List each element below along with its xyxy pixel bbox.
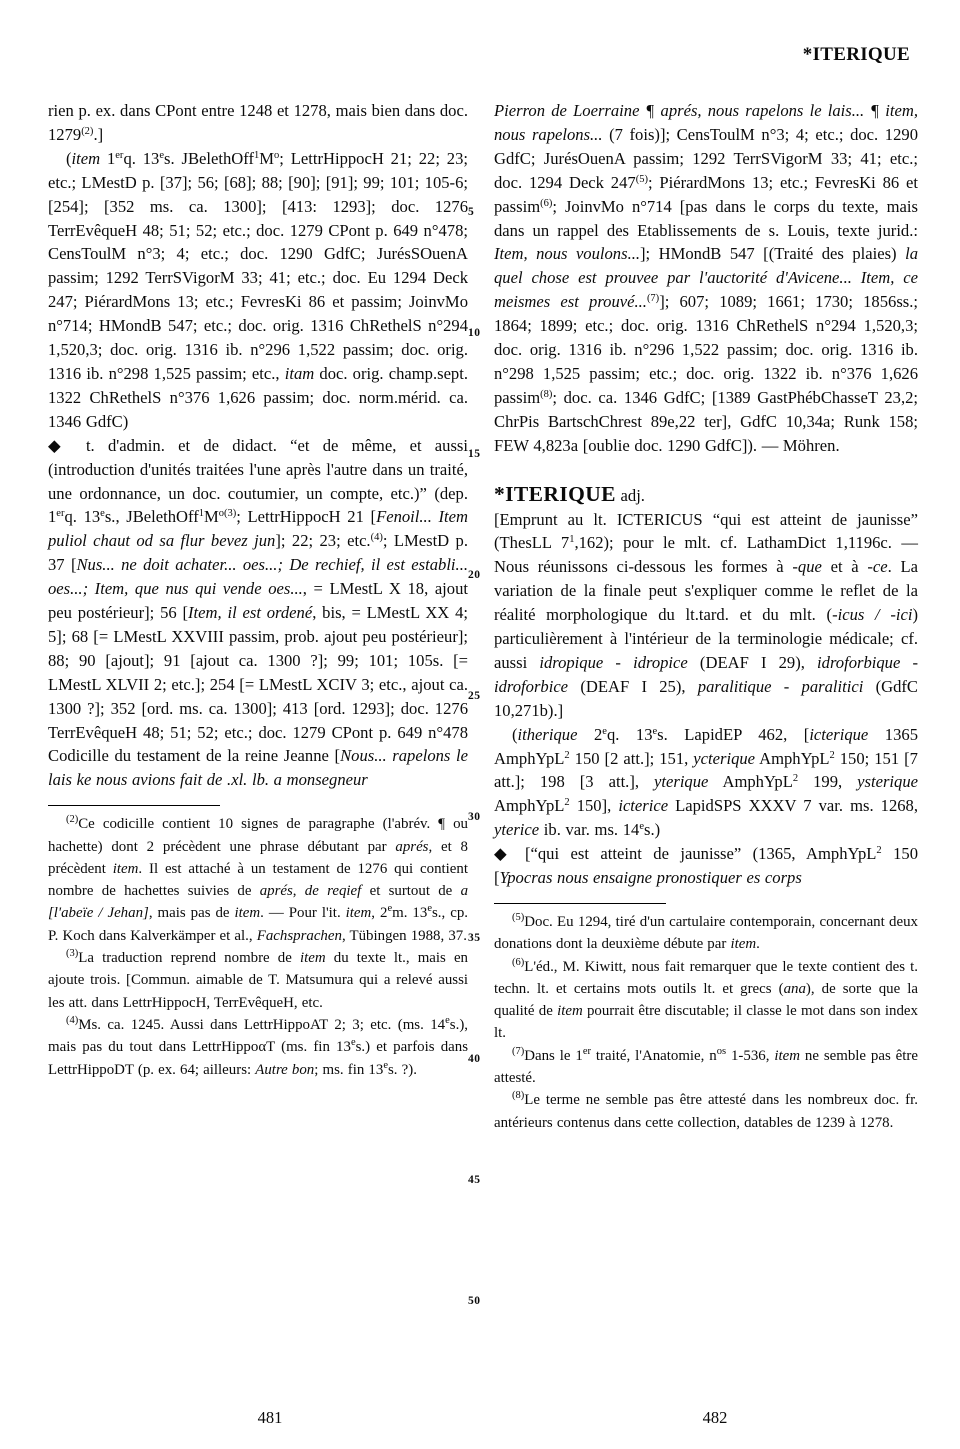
line-number: 10 bbox=[468, 327, 481, 339]
line-number: 30 bbox=[468, 811, 481, 823]
line-number: 35 bbox=[468, 932, 481, 944]
line-number: 45 bbox=[468, 1174, 481, 1186]
line-number: 40 bbox=[468, 1053, 481, 1065]
forms-paragraph: (itherique 2eq. 13es. LapidEP 462, [icterique 1365 AmphYpL$^2$ 150 [2 att.]; 151, ycterique AmphYpL$^2$ 150; 151 [7 att.]; 198 [3 att.], yterique AmphYpL$^2$ 199, ysterique AmphYpL$^2$ 150], icterice LapidSPS XXXV 7 var. ms. 1268, yterice ib. var. ms. 14es.) bbox=[494, 724, 918, 840]
footnote-3: $^{(3)}$La traduction reprend nombre de item du texte lt., mais en ajoute trois. [Commun. aimable de T. Matsumura qui a relevé aussi les att. dans LettrHippocH, TerrEvêqueH, etc. bbox=[48, 948, 468, 1011]
entry-continuation-text: Pierron de Loerraine ¶ aprés, nous rapelons le lais... ¶ item, nous rapelons... (7 fois)]; CensToulM n°3; 4; etc.; doc. 1290 GdfC; JurésOuenA passim; 1292 TerrSVigorM 33; 41; etc.; doc. 1294 Deck 247$^{(5)}$; PiérardMons 13; etc.; FevresKi 86 et passim$^{(6)}$; JoinvMo n°714 [pas dans le corps du texte, mais dans un rappel des Etablissements de s. Louis, texte jurid.: Item, nous voulons...]; HMondB 547 [(Traité des plaies) la quel chose est prouvee par l'auctorité d'Avicene... Item, ce meismes est prouvé...$^{(7)}$]; 607; 1089; 1661; 1730; 1856ss.; 1864; 1899; etc.; doc. orig. 1316 ChRethelS n°294 1,520,3; doc. orig. 1316 ib. n°296 1,522 passim; doc. orig. 1316 ib. n°298 1,525 passim; etc.; doc. orig. 1322 ib. n°376 1,626 passim$^{(8)}$; doc. ca. 1346 GdfC; [1389 GastPhébChasseT 23,2; ChrPis BartschChrest 89e,22 ter], GdfC 10,34a; Runk 158; FEW 4,823a [oublie doc. 1290 GdfC]). — Möhren. bbox=[494, 101, 918, 455]
line-number: 50 bbox=[468, 1295, 481, 1307]
right-column bbox=[494, 99, 918, 1134]
attestation-list: (item 1erq. 13es. $JBelethOff^1M^o$; LettrHippocH 21; 22; 23; etc.; LMestD p. [37]; 56; [68]; 88; [90]; [91]; 99; 101; 105-6; [254]; [352 ms. ca. 1300]; [413: 1293]; doc. 1276 TerrEvêqueH 48; 51; 52; etc.; doc. 1279 CPont p. 649 n°478; CensToulM n°3; 4; etc.; doc. 1290 GdfC; JurésSOuenA passim; 1292 TerrSVigorM 33; 41; etc.; doc. Eu 1294 Deck 247; PiérardMons 13; etc.; FevresKi 86 et passim; JoinvMo n°714; HMondB 547; etc.; doc. orig. 1316 ChRethelS n°294 1,520,3; doc. orig. 1316 ib. n°296 1,522 passim; doc. orig. 1316 ib. n°298 1,525 passim; etc., itam doc. orig. champ.sept. 1322 ChRethelS n°376 1,626 passim; doc. norm.mérid. ca. 1346 GdfC) bbox=[48, 148, 469, 431]
left-column bbox=[48, 99, 468, 1081]
footnote-rule bbox=[494, 903, 666, 904]
left-footnotes bbox=[48, 813, 468, 1081]
footnote-8: $^{(8)}$Le terme ne semble pas être attesté dans les nombreux doc. fr. antérieurs contenus dans cette collection, datables de 1239 à 1278. bbox=[494, 1090, 918, 1131]
line-numbers bbox=[468, 0, 490, 1449]
entry-continuation-text: rien p. ex. dans CPont entre 1248 et 1278, mais bien dans doc. 1279$^{(2)}$.] bbox=[48, 101, 468, 144]
running-title: *ITERIQUE bbox=[802, 44, 910, 65]
etymology-paragraph: [Emprunt au lt. ICTERICUS “qui est atteint de jaunisse” (ThesLL $7^1,162$); pour le mlt. cf. LathamDict 1,1196c. — Nous réunissons ci-dessous les formes à -que et à -ce. La variation de la finale peut s'expliquer comme le reflet de la réalité morphologique du lt.tard. et du mlt. (-icus / -ici) particulièrement à l'intérieur de la terminologie médicale; cf. aussi idropique - idropice (DEAF I 29), idroforbique - idroforbice (DEAF I 25), paralitique - paralitici (GdfC 10,271b).] bbox=[494, 509, 919, 720]
right-footnotes bbox=[494, 911, 918, 1134]
footnote-rule bbox=[48, 805, 220, 806]
footnote-4: $^{(4)}$Ms. ca. 1245. Aussi dans LettrHippoAT 2; 3; etc. (ms. 14es.), mais pas du tout dans LettrHippoαT (ms. fin 13es.) et parfois dans LettrHippoDT (p. ex. 64; ailleurs: Autre bon; ms. fin 13es. ?). bbox=[48, 1014, 468, 1078]
headword-iterique: *ITERIQUE adj. bbox=[494, 481, 645, 506]
footnote-6: $^{(6)}$L'éd., M. Kiwitt, nous fait remarquer que le texte contient des t. techn. lt. et certains mots outils lt. et grecs (ana), de sorte que la qualité de item pourrait être discutable; il classe le mot dans son index lt. bbox=[494, 956, 918, 1042]
footnote-5: $^{(5)}$Doc. Eu 1294, tiré d'un cartulaire contemporain, concernant deux donations dont la deuxième débute par item. bbox=[494, 912, 918, 953]
page-number-left: 481 bbox=[257, 1408, 283, 1427]
definition-paragraph: ◆ t. d'admin. et de didact. “et de même, et aussi (introduction d'unités traitées l'une après l'autre dans un traité, une ordonnance, un doc. coutumier, un compte, etc.)” (dep. 1erq. 13es., $JBelethOff^1M^{o(3)}$; LettrHippocH 21 [Fenoil... Item puliol chaut od sa flur bevez jun]; 22; 23; etc.$^{(4)}$; LMestD p. 37 [Nus... ne doit achater... oes...; De rechief, il est establi... oes...; Item, que nus qui vende oes..., = LMestL X 18, ajout peu postérieur]; 56 [Item, il est ordené, bis, = LMestL XX 4; 5]; 68 [= LMestL XXVIII passim, prob. ajout peu postérieur]; 88; 90 [ajout]; 91 [ajout ca. 1300 ?]; 99; 101; 105s. [= LMestL XLVII 2; etc.]; 254 [= LMestL XCIV 3; etc., ajout ca. 1300 ?]; 352 [ord. ms. ca. 1300]; 413 [ord. 1293]; doc. 1276 TerrEvêqueH 48; 51; 52; etc.; doc. 1279 CPont p. 649 n°478 Codicille du testament de la reine Jeanne [Nous... rapelons le lais ke nous avions fait de .xl. lb. a monsegneur bbox=[48, 435, 469, 790]
line-number: 5 bbox=[468, 206, 475, 218]
footnote-2: $^{(2)}$Ce codicille contient 10 signes de paragraphe (l'abrév. ¶ ou hachette) dont 2 précèdent une phrase débutant par aprés, et 8 précèdent item. Il est attaché à un testament de 1276 qui contient nombre de hachettes suivies de aprés, de reqief et surtout de a [l'abeïe / Jehan], mais pas de item. — Pour l'it. item, 2em. 13es., cp. P. Koch dans Kalverkämper et al., Fachsprachen, Tübingen 1988, 37. bbox=[48, 814, 469, 944]
line-number: 20 bbox=[468, 569, 481, 581]
footnote-7: $^{(7)}$Dans le 1er traité, l'Anatomie, $n^{os}$ 1-536, item ne semble pas être attesté. bbox=[494, 1045, 918, 1087]
sense-paragraph: ◆ [“qui est atteint de jaunisse” (1365, AmphYpL$^2$ 150 [Ypocras nous ensaigne pronostiquer es corps bbox=[494, 844, 918, 888]
line-number: 15 bbox=[468, 448, 481, 460]
line-number: 25 bbox=[468, 690, 481, 702]
page-number-right: 482 bbox=[702, 1408, 728, 1427]
